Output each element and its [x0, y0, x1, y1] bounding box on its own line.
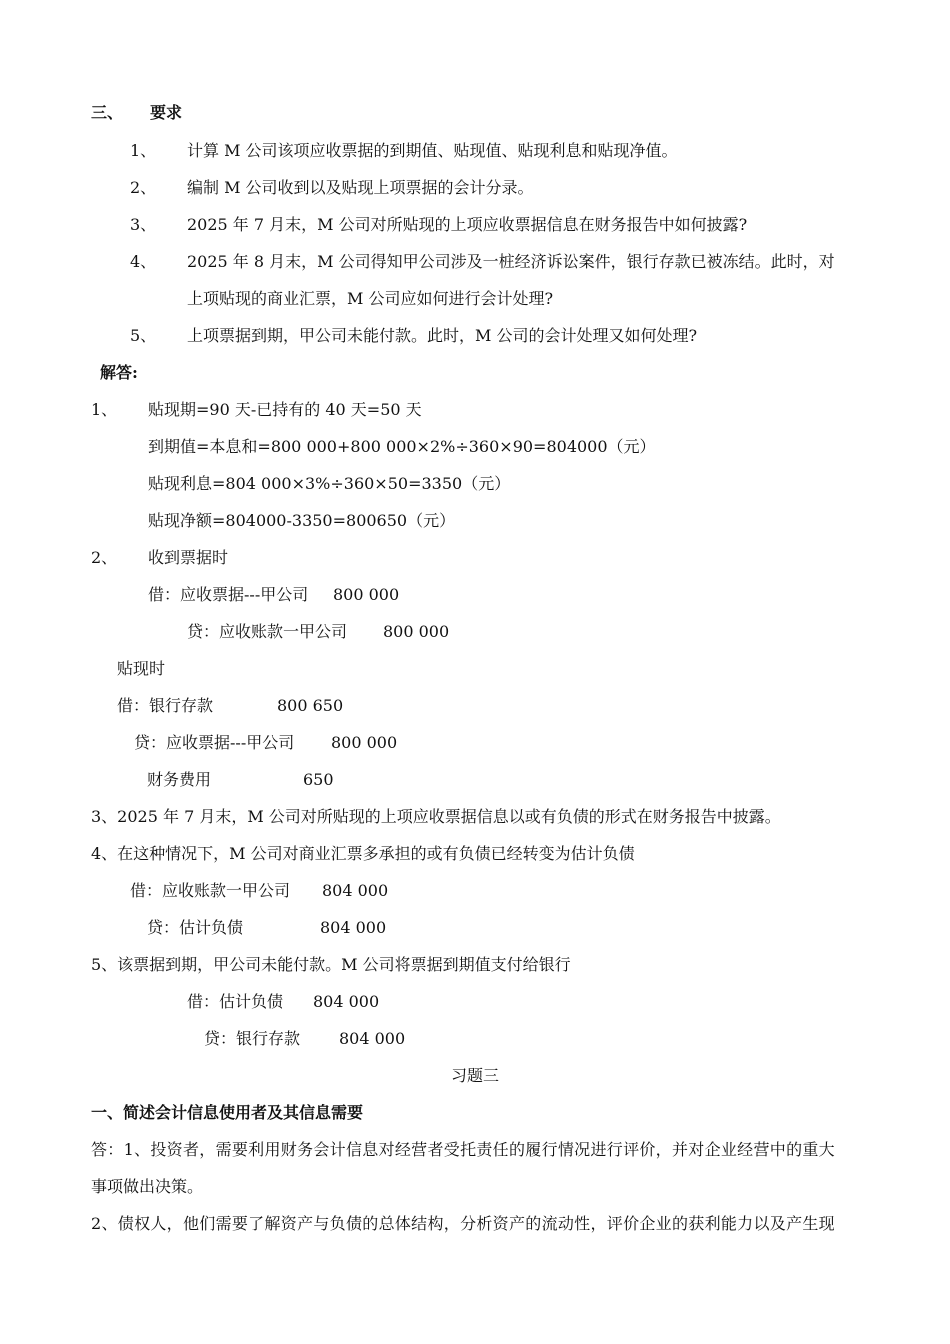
- answer-2-number: 2、: [91, 548, 118, 567]
- entry-2-debit-amount: 800 650: [277, 696, 344, 715]
- entry-1-debit: 借：应收票据---甲公司: [148, 585, 309, 604]
- entry-1-debit-amount: 800 000: [333, 585, 400, 604]
- answer-2-subtitle: 贴现时: [117, 659, 166, 678]
- answer-1-line-2: 到期值=本息和=800 000+800 000×2%÷360×90=804000（元）: [148, 437, 656, 456]
- entry-2-credit-amount: 800 000: [331, 733, 398, 752]
- answer-paragraph-1-continued: 事项做出决策。: [91, 1177, 204, 1196]
- entry-4-credit-amount: 804 000: [339, 1029, 406, 1048]
- req-3-number: 3、: [130, 215, 157, 234]
- req-5-text: 上项票据到期，甲公司未能付款。此时，M 公司的会计处理又如何处理?: [187, 326, 698, 345]
- req-4-text-continued: 上项贴现的商业汇票，M 公司应如何进行会计处理?: [187, 289, 554, 308]
- answer-paragraph-1: 答：1、投资者，需要利用财务会计信息对经营者受托责任的履行情况进行评价，并对企业经营中的重大: [91, 1140, 835, 1159]
- section-number: 三、: [91, 103, 124, 122]
- entry-1-credit-amount: 800 000: [383, 622, 450, 641]
- answer-1-number: 1、: [91, 400, 118, 419]
- entry-4-debit: 借：估计负债: [187, 992, 284, 1011]
- answer-1-line-1: 贴现期=90 天-已持有的 40 天=50 天: [148, 400, 422, 419]
- answer-3-text: 3、2025 年 7 月末，M 公司对所贴现的上项应收票据信息以或有负债的形式在财务报告中披露。: [91, 807, 781, 826]
- req-2-number: 2、: [130, 178, 157, 197]
- entry-2-debit: 借：银行存款: [117, 696, 214, 715]
- req-4-number: 4、: [130, 252, 157, 271]
- entry-1-credit: 贷：应收账款一甲公司: [187, 622, 348, 641]
- entry-3-debit-amount: 804 000: [322, 881, 389, 900]
- answer-2-title: 收到票据时: [148, 548, 229, 567]
- entry-2-credit-2: 财务费用: [147, 770, 212, 789]
- answer-paragraph-2: 2、债权人，他们需要了解资产与负债的总体结构，分析资产的流动性，评价企业的获利能力以及产生现: [91, 1214, 835, 1233]
- entry-3-credit: 贷：估计负债: [147, 918, 244, 937]
- entry-2-credit: 贷：应收票据---甲公司: [134, 733, 295, 752]
- entry-3-credit-amount: 804 000: [320, 918, 387, 937]
- req-4-text: 2025 年 8 月末，M 公司得知甲公司涉及一桩经济诉讼案件，银行存款已被冻结。此时，对: [187, 252, 835, 271]
- answer-4-text: 4、在这种情况下，M 公司对商业汇票多承担的或有负债已经转变为估计负债: [91, 844, 635, 863]
- question-1-heading: 一、简述会计信息使用者及其信息需要: [91, 1103, 364, 1122]
- answer-heading: 解答:: [100, 363, 138, 382]
- req-2-text: 编制 M 公司收到以及贴现上项票据的会计分录。: [187, 178, 534, 197]
- entry-3-debit: 借：应收账款一甲公司: [130, 881, 291, 900]
- answer-5-text: 5、该票据到期，甲公司未能付款。M 公司将票据到期值支付给银行: [91, 955, 571, 974]
- req-5-number: 5、: [130, 326, 157, 345]
- entry-2-credit-2-amount: 650: [303, 770, 334, 789]
- entry-4-credit: 贷：银行存款: [204, 1029, 301, 1048]
- exercise-title: 习题三: [450, 1066, 499, 1085]
- answer-1-line-3: 贴现利息=804 000×3%÷360×50=3350（元）: [148, 474, 511, 493]
- section-heading: 要求: [150, 103, 183, 122]
- entry-4-debit-amount: 804 000: [313, 992, 380, 1011]
- req-1-number: 1、: [130, 141, 157, 160]
- answer-1-line-4: 贴现净额=804000-3350=800650（元）: [148, 511, 456, 530]
- req-3-text: 2025 年 7 月末，M 公司对所贴现的上项应收票据信息在财务报告中如何披露?: [187, 215, 748, 234]
- req-1-text: 计算 M 公司该项应收票据的到期值、贴现值、贴现利息和贴现净值。: [187, 141, 678, 160]
